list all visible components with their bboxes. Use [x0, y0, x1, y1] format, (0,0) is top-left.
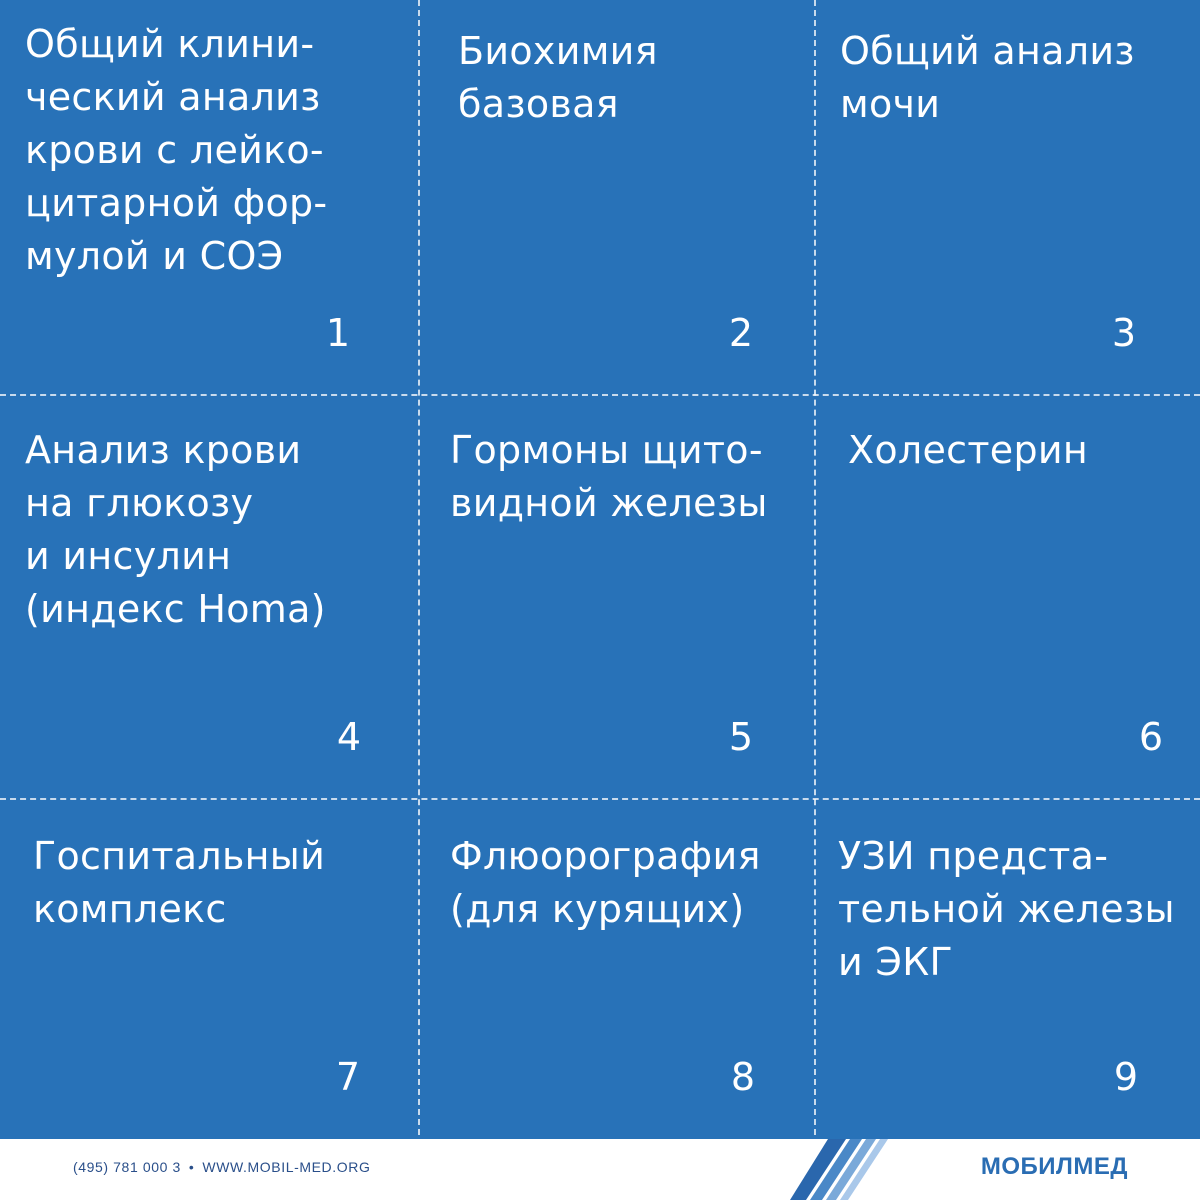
grid-divider-vertical: [814, 0, 816, 1135]
brand-logo: МОБИЛМЕД: [980, 1153, 1128, 1180]
cell-7-number: 7: [335, 1055, 360, 1099]
cell-8-title: Флюорография (для курящих): [450, 834, 761, 931]
footer: [0, 1135, 1200, 1200]
footer-contacts: [73, 1159, 370, 1175]
cell-8-number: 8: [730, 1055, 755, 1099]
cell-2-title: Биохимия базовая: [458, 29, 658, 126]
brand-stripes-graphic: [790, 1139, 910, 1200]
cell-4-title: Анализ крови на глюкозу и инсулин (индекс Homa): [25, 428, 326, 631]
cell-7-title: Госпитальный комплекс: [33, 834, 326, 931]
grid-divider-vertical: [418, 0, 420, 1135]
cell-5-number: 5: [728, 715, 753, 759]
cell-3-title: Общий анализ мочи: [840, 29, 1135, 126]
footer-divider: [0, 1135, 1200, 1139]
grid-divider-horizontal: [0, 798, 1200, 800]
cell-9-number: 9: [1113, 1055, 1138, 1099]
grid-divider-horizontal: [0, 394, 1200, 396]
separator-dot: •: [188, 1159, 195, 1175]
website-link[interactable]: WWW.MOBIL-MED.ORG: [202, 1159, 371, 1175]
cell-1-title: Общий клини- ческий анализ крови с лейко- цитарной фор- мулой и СОЭ: [25, 22, 328, 278]
cell-5-title: Гормоны щито- видной железы: [450, 428, 768, 525]
cell-1-number: 1: [325, 311, 350, 355]
cell-6-title: Холестерин: [848, 428, 1089, 472]
phone-number[interactable]: (495) 781 000 3: [73, 1159, 181, 1175]
cell-4-number: 4: [336, 715, 361, 759]
cell-6-number: 6: [1138, 715, 1163, 759]
cell-9-title: УЗИ предста- тельной железы и ЭКГ: [838, 834, 1175, 984]
cell-3-number: 3: [1111, 311, 1136, 355]
cell-2-number: 2: [728, 311, 753, 355]
